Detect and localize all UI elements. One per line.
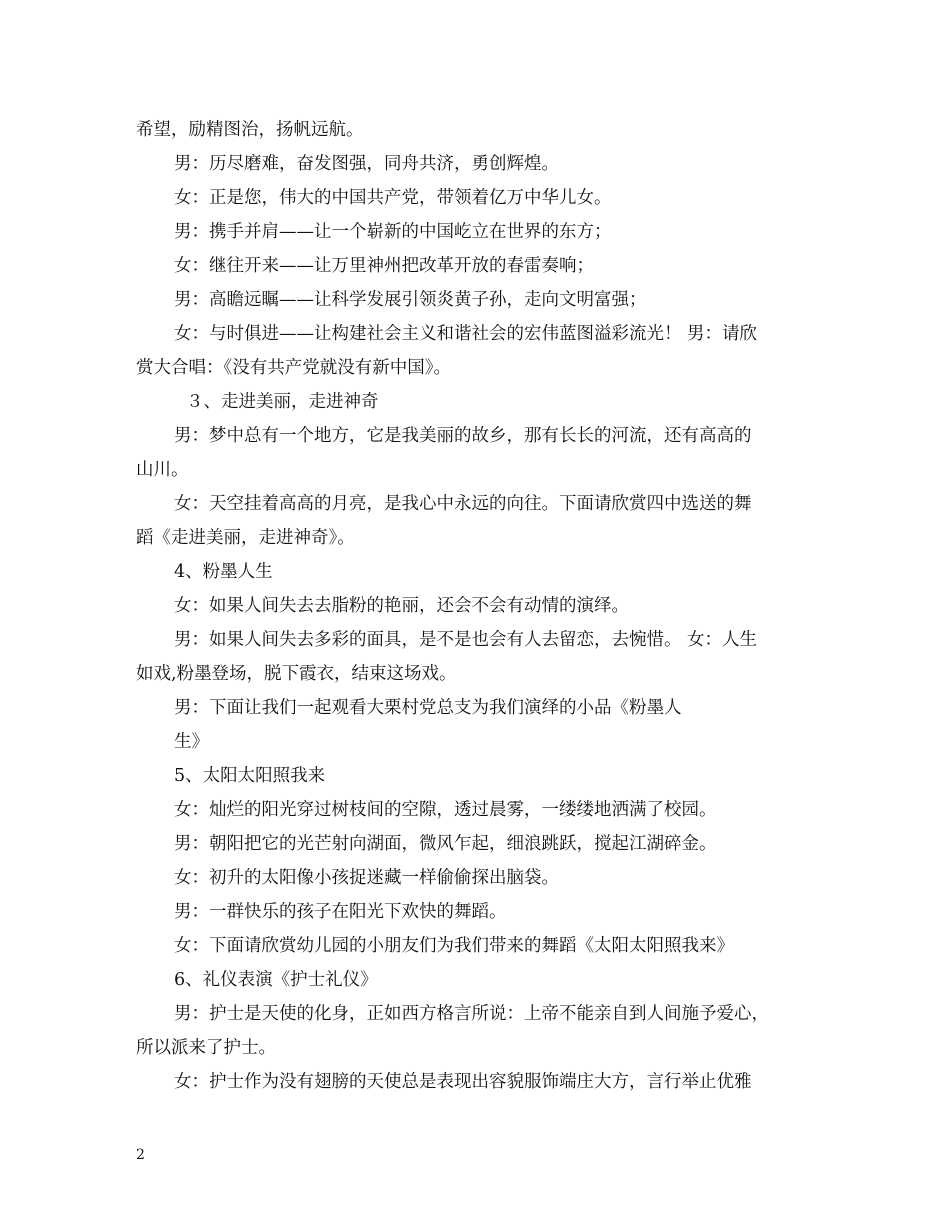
- page-number: 2: [136, 1147, 145, 1163]
- text-line: 女：初升的太阳像小孩捉迷藏一样偷偷探出脑袋。: [174, 868, 559, 888]
- text-line: 男：护士是天使的化身，正如西方格言所说：上帝不能亲自到人间施予爱心，: [174, 1004, 769, 1024]
- text-line: 女：灿烂的阳光穿过树枝间的空隙，透过晨雾，一缕缕地洒满了校园。: [174, 800, 717, 820]
- text-line: 男：梦中总有一个地方，它是我美丽的故乡，那有长长的河流，还有高高的: [174, 426, 752, 446]
- text-line: 山川。: [136, 460, 189, 480]
- text-line: 所以派来了护士。: [136, 1038, 276, 1058]
- text-line: 男：历尽磨难，奋发图强，同舟共济，勇创辉煌。: [174, 154, 559, 174]
- text-line: 男：下面让我们一起观看大栗村党总支为我们演绎的小品《粉墨人: [174, 698, 682, 718]
- text-line: 女：与时俱进——让构建社会主义和谐社会的宏伟蓝图溢彩流光！ 男：请欣: [174, 324, 758, 344]
- text-line: 女：护士作为没有翅膀的天使总是表现出容貌服饰端庄大方，言行举止优雅: [174, 1072, 752, 1092]
- section-heading: 5、太阳太阳照我来: [174, 766, 326, 786]
- text-line: 女：下面请欣赏幼儿园的小朋友们为我们带来的舞蹈《太阳太阳照我来》: [174, 936, 734, 956]
- text-line: 男：携手并肩——让一个崭新的中国屹立在世界的东方；: [174, 222, 612, 242]
- text-line: 生》: [174, 732, 209, 752]
- section-heading: 6、礼仪表演《护士礼仪》: [174, 970, 378, 990]
- text-line: 女：继往开来——让万里神州把改革开放的春雷奏响；: [174, 256, 594, 276]
- text-line: 女：如果人间失去去脂粉的艳丽，还会不会有动情的演绎。: [174, 596, 629, 616]
- text-line: 女：天空挂着高高的月亮，是我心中永远的向往。下面请欣赏四中选送的舞: [174, 494, 752, 514]
- text-line: 男：如果人间失去多彩的面具，是不是也会有人去留恋，去惋惜。 女：人生: [174, 630, 758, 650]
- text-line: 男：一群快乐的孩子在阳光下欢快的舞蹈。: [174, 902, 507, 922]
- text-line: 女：正是您，伟大的中国共产党，带领着亿万中华儿女。: [174, 188, 612, 208]
- text-line: 希望，励精图治，扬帆远航。: [136, 120, 364, 140]
- section-heading: ３、走进美丽，走进神奇: [186, 392, 379, 412]
- text-line: 男：朝阳把它的光芒射向湖面，微风乍起，细浪跳跃，搅起江湖碎金。: [174, 834, 717, 854]
- section-heading: 4、粉墨人生: [174, 562, 273, 582]
- text-line: 赏大合唱：《没有共产党就没有新中国》。: [136, 358, 451, 378]
- text-line: 如戏,粉墨登场，脱下霞衣，结束这场戏。: [136, 664, 457, 684]
- text-line: 蹈《走进美丽，走进神奇》。: [136, 528, 355, 548]
- text-line: 男：高瞻远瞩——让科学发展引领炎黄子孙，走向文明富强；: [174, 290, 647, 310]
